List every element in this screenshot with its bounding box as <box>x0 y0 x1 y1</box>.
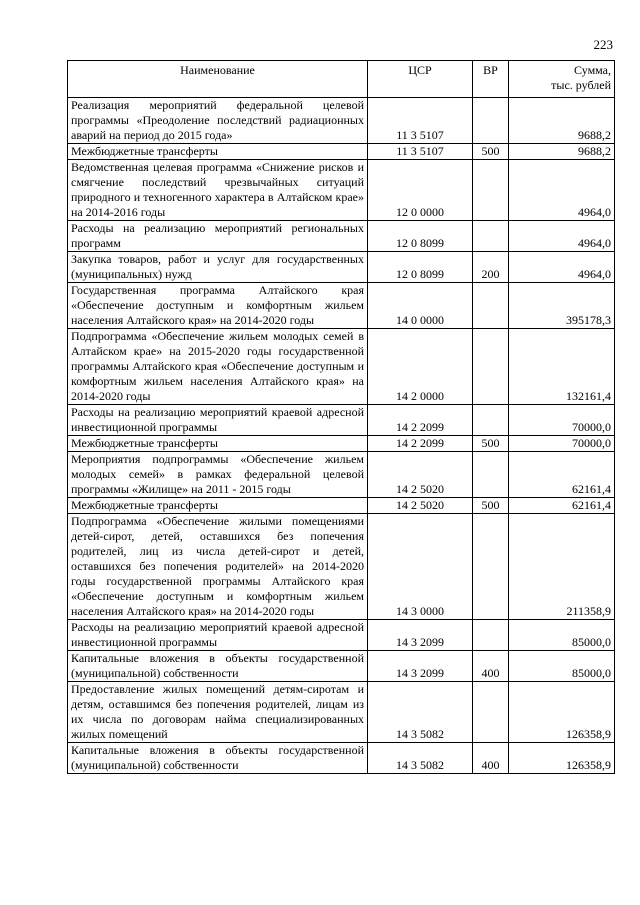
name-cell: Расходы на реализацию мероприятий краевой адресной инвестиционной программы <box>68 620 368 651</box>
csr-cell: 14 2 5020 <box>368 452 473 498</box>
name-cell: Расходы на реализацию мероприятий краевой адресной инвестиционной программы <box>68 405 368 436</box>
vr-cell <box>473 405 509 436</box>
header-vr: ВР <box>473 61 509 98</box>
name-cell: Мероприятия подпрограммы «Обеспечение жильем молодых семей» в рамках федеральной целевой программы «Жилище» на 2011 - 2015 годы <box>68 452 368 498</box>
sum-cell: 9688,2 <box>509 98 615 144</box>
name-cell: Капитальные вложения в объекты государственной (муниципальной) собственности <box>68 743 368 774</box>
csr-cell: 14 2 0000 <box>368 329 473 405</box>
sum-cell: 85000,0 <box>509 620 615 651</box>
sum-cell: 85000,0 <box>509 651 615 682</box>
budget-table <box>67 60 615 774</box>
vr-cell: 500 <box>473 144 509 160</box>
vr-cell: 200 <box>473 252 509 283</box>
csr-cell: 14 3 0000 <box>368 514 473 620</box>
sum-cell: 4964,0 <box>509 252 615 283</box>
vr-cell <box>473 221 509 252</box>
table-row <box>68 498 615 514</box>
name-cell: Предоставление жилых помещений детям-сиротам и детям, оставшимся без попечения родителей, лицам из их числа по договорам найма специализированных жилых помещений <box>68 682 368 743</box>
sum-cell: 211358,9 <box>509 514 615 620</box>
csr-cell: 14 2 2099 <box>368 405 473 436</box>
csr-cell: 11 3 5107 <box>368 98 473 144</box>
sum-cell: 70000,0 <box>509 405 615 436</box>
sum-cell: 70000,0 <box>509 436 615 452</box>
vr-cell <box>473 283 509 329</box>
name-cell: Подпрограмма «Обеспечение жилыми помещениями детей-сирот, детей, оставшихся без попечения родителей, лиц из числа детей-сирот и детей, оставшихся без попечения родителей» на 2014-2020 годы государственной программы Алтайского края «Обеспечение доступным и комфортным жильем населения Алтайского края» на 2014-2020 годы <box>68 514 368 620</box>
vr-cell <box>473 620 509 651</box>
table-row <box>68 452 615 498</box>
vr-cell: 400 <box>473 743 509 774</box>
csr-cell: 14 3 5082 <box>368 743 473 774</box>
csr-cell: 14 0 0000 <box>368 283 473 329</box>
sum-cell: 4964,0 <box>509 221 615 252</box>
table-row <box>68 221 615 252</box>
table-row <box>68 651 615 682</box>
name-cell: Закупка товаров, работ и услуг для государственных (муниципальных) нужд <box>68 252 368 283</box>
csr-cell: 14 2 5020 <box>368 498 473 514</box>
vr-cell: 500 <box>473 498 509 514</box>
vr-cell <box>473 452 509 498</box>
vr-cell: 500 <box>473 436 509 452</box>
name-cell: Межбюджетные трансферты <box>68 436 368 452</box>
csr-cell: 14 2 2099 <box>368 436 473 452</box>
sum-cell: 9688,2 <box>509 144 615 160</box>
vr-cell: 400 <box>473 651 509 682</box>
name-cell: Подпрограмма «Обеспечение жильем молодых семей в Алтайском крае» на 2015-2020 годы государственной программы Алтайского края «Обеспечение доступным и комфортным жильем населения Алтайского края» на 2014-2020 годы <box>68 329 368 405</box>
table-row <box>68 514 615 620</box>
sum-cell: 132161,4 <box>509 329 615 405</box>
csr-cell: 14 3 2099 <box>368 651 473 682</box>
csr-cell: 14 3 2099 <box>368 620 473 651</box>
sum-cell: 395178,3 <box>509 283 615 329</box>
table-row <box>68 329 615 405</box>
name-cell: Расходы на реализацию мероприятий региональных программ <box>68 221 368 252</box>
csr-cell: 14 3 5082 <box>368 682 473 743</box>
table-row <box>68 160 615 221</box>
vr-cell <box>473 329 509 405</box>
header-name: Наименование <box>68 61 368 98</box>
sum-cell: 62161,4 <box>509 452 615 498</box>
table-row <box>68 405 615 436</box>
table-row <box>68 144 615 160</box>
csr-cell: 11 3 5107 <box>368 144 473 160</box>
name-cell: Капитальные вложения в объекты государственной (муниципальной) собственности <box>68 651 368 682</box>
header-csr: ЦСР <box>368 61 473 98</box>
sum-cell: 126358,9 <box>509 743 615 774</box>
vr-cell <box>473 160 509 221</box>
name-cell: Межбюджетные трансферты <box>68 498 368 514</box>
table-body <box>68 98 615 774</box>
csr-cell: 12 0 8099 <box>368 221 473 252</box>
table-row <box>68 98 615 144</box>
table-header-row <box>68 61 615 98</box>
sum-cell: 126358,9 <box>509 682 615 743</box>
csr-cell: 12 0 8099 <box>368 252 473 283</box>
name-cell: Межбюджетные трансферты <box>68 144 368 160</box>
table-row <box>68 436 615 452</box>
table-row <box>68 620 615 651</box>
header-sum: Сумма, тыс. рублей <box>509 61 615 98</box>
table-row <box>68 252 615 283</box>
table-row <box>68 682 615 743</box>
name-cell: Ведомственная целевая программа «Снижение рисков и смягчение последствий чрезвычайных ситуаций природного и техногенного характера в Алтайском крае» на 2014-2016 годы <box>68 160 368 221</box>
sum-cell: 62161,4 <box>509 498 615 514</box>
csr-cell: 12 0 0000 <box>368 160 473 221</box>
vr-cell <box>473 514 509 620</box>
vr-cell <box>473 682 509 743</box>
table-row <box>68 283 615 329</box>
table-row <box>68 743 615 774</box>
name-cell: Государственная программа Алтайского края «Обеспечение доступным и комфортным жильем населения Алтайского края» на 2014-2020 годы <box>68 283 368 329</box>
vr-cell <box>473 98 509 144</box>
sum-cell: 4964,0 <box>509 160 615 221</box>
page-number: 223 <box>593 37 613 52</box>
name-cell: Реализация мероприятий федеральной целевой программы «Преодоление последствий радиационных аварий на период до 2015 года» <box>68 98 368 144</box>
